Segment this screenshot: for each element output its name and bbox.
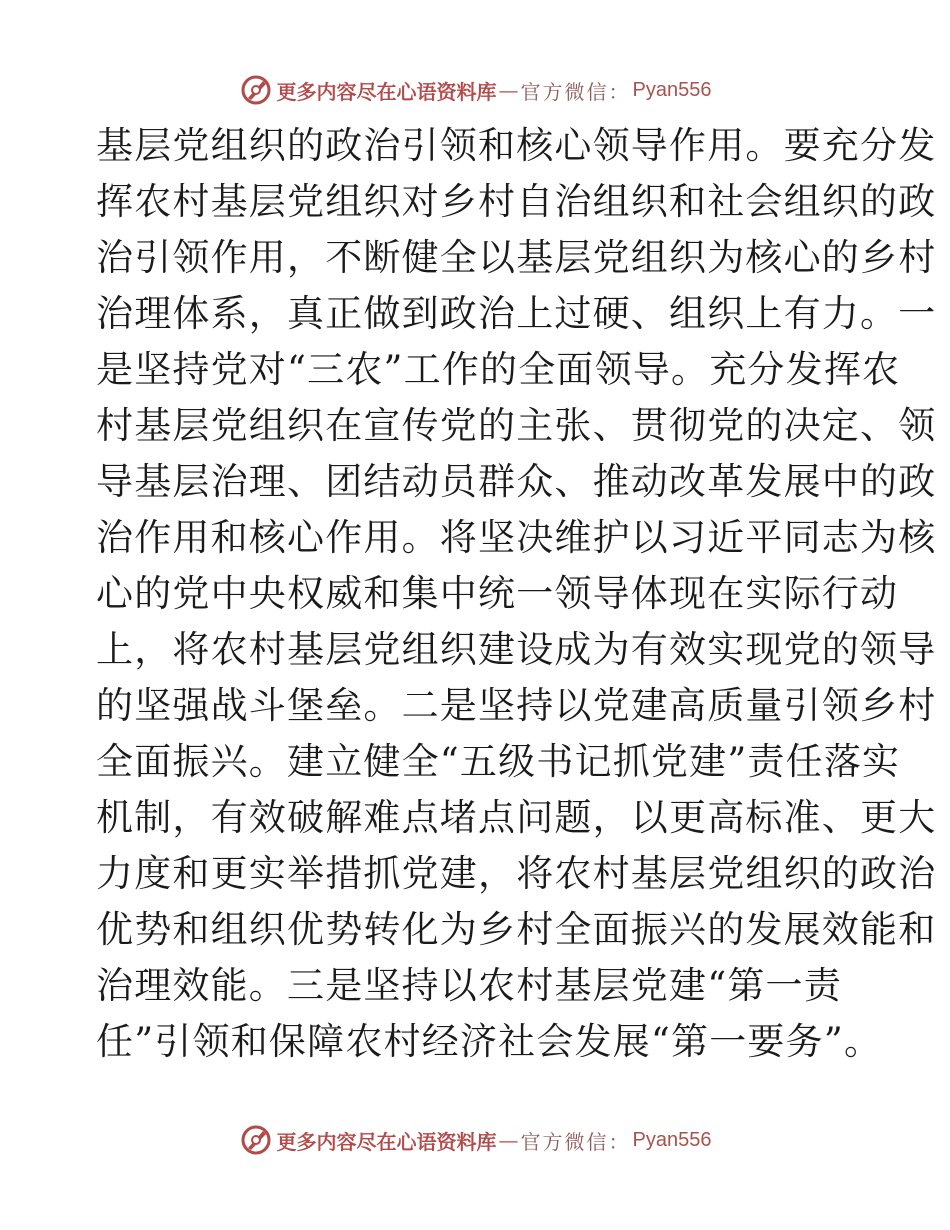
- watermark-text: 更多内容尽在心语资料库: [276, 79, 497, 104]
- quill-logo-icon: [239, 73, 273, 107]
- document-body: [96, 118, 937, 1070]
- body-line: 治引领作用，不断健全以基层党组织为核心的乡村: [96, 236, 937, 279]
- body-line: 基层党组织的政治引领和核心领导作用。要充分发: [96, 124, 937, 167]
- watermark-dash: —: [498, 78, 519, 102]
- watermark-official-label: 官方微信：: [520, 1129, 631, 1154]
- body-line: 机制，有效破解难点堵点问题，以更高标准、更大: [96, 796, 937, 839]
- body-line: 上，将农村基层党组织建设成为有效实现党的领导: [96, 628, 937, 671]
- footer-watermark: [0, 1120, 950, 1160]
- watermark-dash: —: [498, 1128, 519, 1152]
- quill-logo-icon: [239, 1123, 273, 1157]
- watermark-wechat-id: Pyan556: [632, 1128, 712, 1151]
- body-line: 力度和更实举措抓党建，将农村基层党组织的政治: [96, 852, 937, 895]
- header-watermark: [0, 70, 950, 110]
- body-line: 治理效能。三是坚持以农村基层党建“第一责: [96, 964, 842, 1007]
- body-line: 任”引领和保障农村经济社会发展“第一要务”。: [96, 1020, 883, 1063]
- body-line: 治作用和核心作用。将坚决维护以习近平同志为核: [96, 516, 937, 559]
- body-line: 的坚强战斗堡垒。二是坚持以党建高质量引领乡村: [96, 684, 937, 727]
- body-line: 导基层治理、团结动员群众、推动改革发展中的政: [96, 460, 937, 503]
- body-line: 挥农村基层党组织对乡村自治组织和社会组织的政: [96, 180, 937, 223]
- body-line: 村基层党组织在宣传党的主张、贯彻党的决定、领: [96, 404, 937, 447]
- watermark-text: 更多内容尽在心语资料库: [276, 1129, 497, 1154]
- body-line: 全面振兴。建立健全“五级书记抓党建”责任落实: [96, 740, 901, 783]
- body-line: 是坚持党对“三农”工作的全面领导。充分发挥农: [96, 348, 901, 391]
- body-line: 心的党中央权威和集中统一领导体现在实际行动: [96, 572, 899, 615]
- body-line: 优势和组织优势转化为乡村全面振兴的发展效能和: [96, 908, 937, 951]
- watermark-official-label: 官方微信：: [520, 79, 631, 104]
- watermark-wechat-id: Pyan556: [632, 78, 712, 101]
- body-line: 治理体系，真正做到政治上过硬、组织上有力。一: [96, 292, 937, 335]
